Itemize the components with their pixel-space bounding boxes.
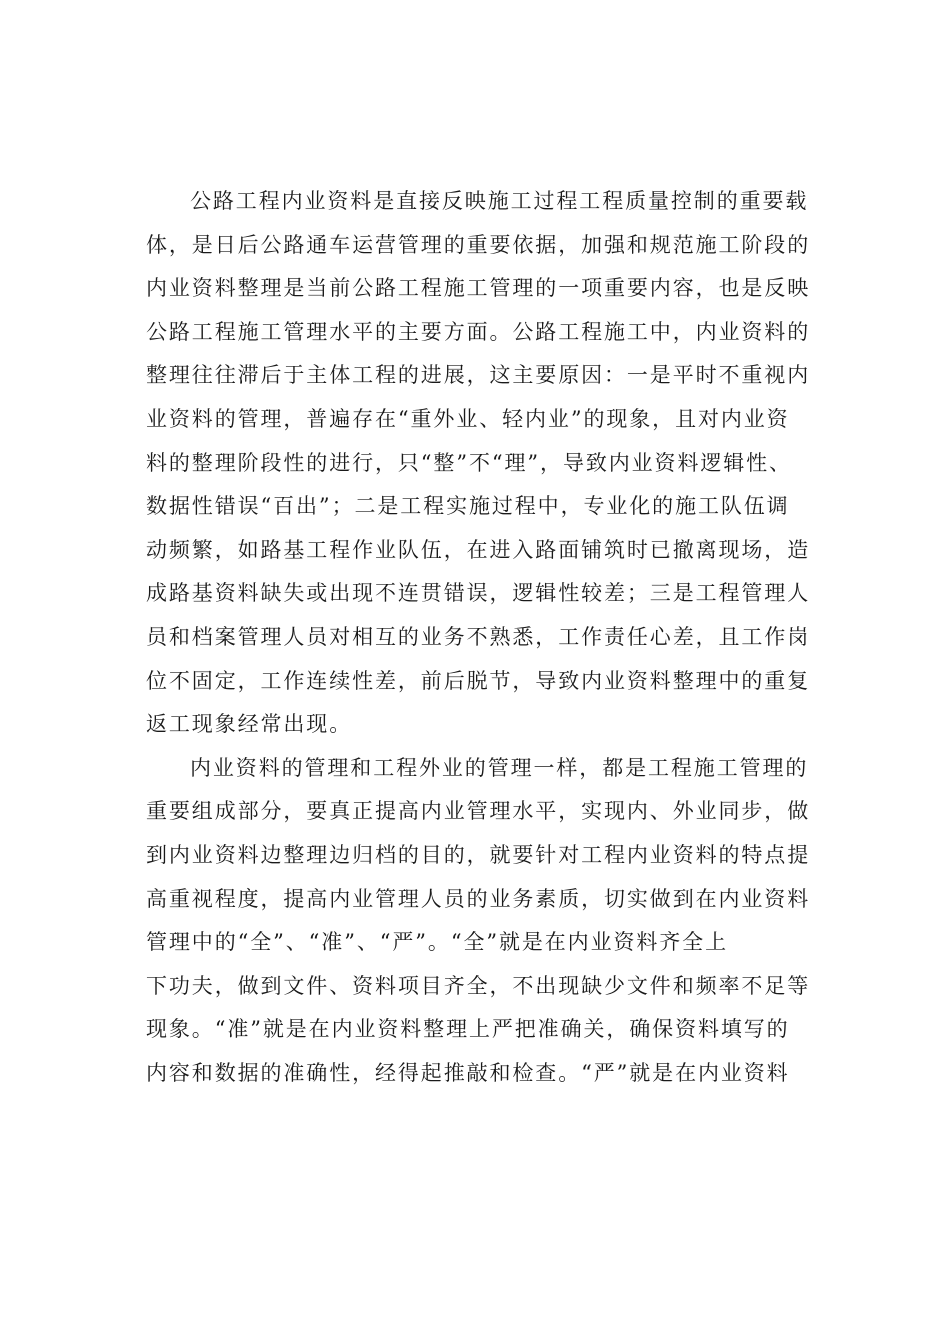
text-line: 业资料的管理，普遍存在“重外业、轻内业”的现象，且对内业资 — [146, 406, 790, 431]
text-line: 现象。“准”就是在内业资料整理上严把准确关，确保资料填写的 — [146, 1017, 790, 1042]
text-line: 重要组成部分，要真正提高内业管理水平，实现内、外业同步，做 — [146, 799, 811, 824]
text-line: 料的整理阶段性的进行，只“整”不“理”，导致内业资料逻辑性、 — [146, 450, 792, 475]
text-line: 高重视程度，提高内业管理人员的业务素质，切实做到在内业资料 — [146, 886, 811, 911]
document-body — [146, 180, 836, 1095]
text-line: 位不固定，工作连续性差，前后脱节，导致内业资料整理中的重复 — [146, 668, 811, 693]
text-line: 数据性错误“百出”；二是工程实施过程中，专业化的施工队伍调 — [146, 494, 790, 519]
text-line: 下功夫，做到文件、资料项目齐全，不出现缺少文件和频率不足等 — [146, 973, 811, 998]
text-line: 到内业资料边整理边归档的目的，就要针对工程内业资料的特点提 — [146, 842, 811, 867]
text-line: 内容和数据的准确性，经得起推敲和检查。“严”就是在内业资料 — [146, 1060, 790, 1085]
text-line: 公路工程内业资料是直接反映施工过程工程质量控制的重要载 — [190, 189, 809, 213]
text-line: 整理往往滞后于主体工程的进展，这主要原因：一是平时不重视内 — [146, 363, 811, 388]
text-line: 动频繁，如路基工程作业队伍，在进入路面铺筑时已撤离现场，造 — [146, 537, 811, 562]
text-line: 管理中的“全”、“准”、“严”。“全”就是在内业资料齐全上 — [146, 930, 728, 955]
text-line: 成路基资料缺失或出现不连贯错误，逻辑性较差；三是工程管理人 — [146, 581, 811, 606]
paragraph-2 — [146, 747, 836, 1096]
text-line: 员和档案管理人员对相互的业务不熟悉，工作责任心差，且工作岗 — [146, 624, 811, 649]
text-line: 内业资料整理是当前公路工程施工管理的一项重要内容，也是反映 — [146, 276, 811, 301]
text-line: 体，是日后公路通车运营管理的重要依据，加强和规范施工阶段的 — [146, 232, 811, 257]
text-line: 内业资料的管理和工程外业的管理一样，都是工程施工管理的 — [190, 755, 809, 780]
text-line: 公路工程施工管理水平的主要方面。公路工程施工中，内业资料的 — [146, 319, 811, 344]
paragraph-1 — [146, 180, 836, 747]
text-line: 返工现象经常出现。 — [146, 712, 353, 737]
